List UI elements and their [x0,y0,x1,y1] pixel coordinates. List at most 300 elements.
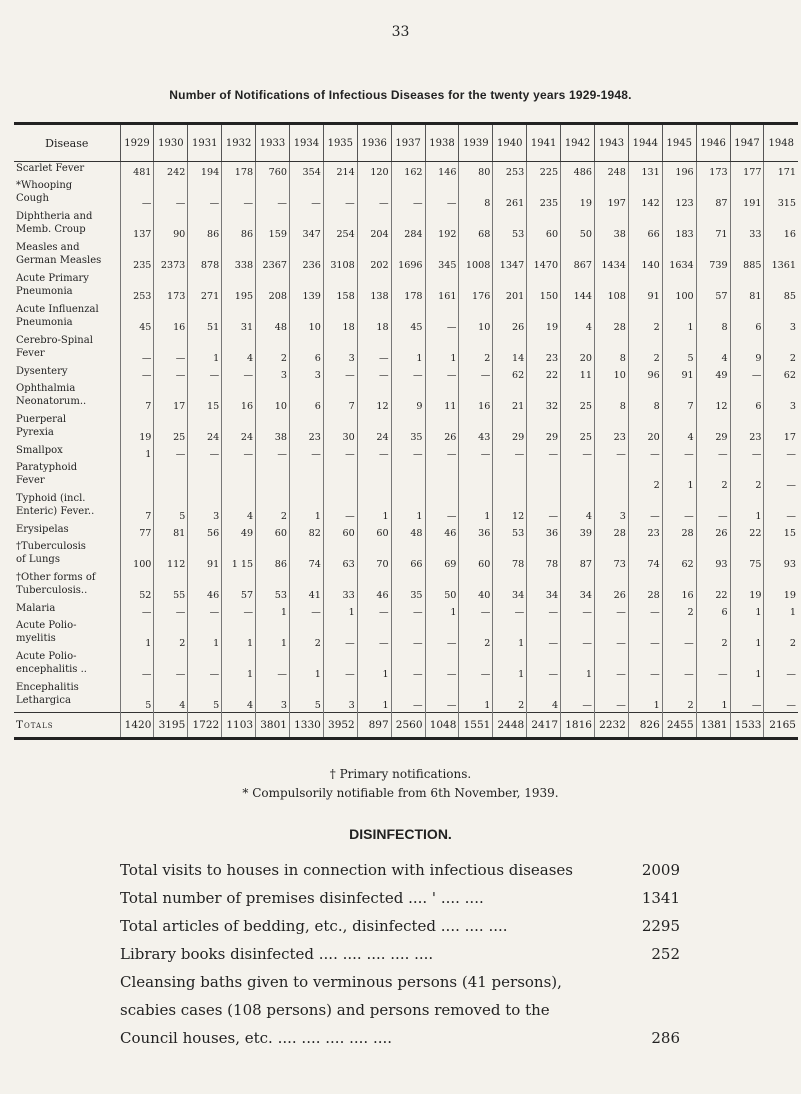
table-cell: 91 [188,540,222,571]
table-cell: — [561,681,595,713]
table-cell: 23 [628,523,662,540]
table-cell: 1 [493,619,527,650]
disease-name-line: Acute Polio- [16,651,77,662]
table-cell: — [628,619,662,650]
table-cell: 347 [289,210,323,241]
disease-name-line: of Lungs [16,554,60,565]
table-cell: 760 [256,162,290,180]
column-header-year: 1930 [154,125,188,162]
table-cell: — [594,602,628,619]
table-cell: — [696,444,730,461]
column-header-year: 1941 [527,125,561,162]
table-cell: 867 [561,241,595,272]
table-cell: 19 [561,179,595,210]
table-cell: 1 [391,334,425,365]
table-cell: 158 [323,272,357,303]
totals-cell: 2417 [527,713,561,739]
table-cell: — [527,444,561,461]
totals-cell: 1330 [289,713,323,739]
table-cell: 10 [256,382,290,413]
table-cell: 1 [493,650,527,681]
table-cell: — [730,365,764,382]
disease-name-line: Pneumonia [16,317,73,328]
table-cell: — [154,334,188,365]
table-cell: 56 [188,523,222,540]
table-cell: 16 [662,571,696,602]
table-cell: 284 [391,210,425,241]
disease-name [14,492,120,523]
table-cell: 21 [493,382,527,413]
table-cell: 22 [527,365,561,382]
table-cell: 33 [323,571,357,602]
table-cell: 70 [357,540,391,571]
table-cell: 1 [120,619,154,650]
table-cell: 90 [154,210,188,241]
table-cell: 197 [594,179,628,210]
table-cell: — [786,700,796,711]
table-cell: — [289,179,323,210]
table-cell: 77 [120,523,154,540]
table-cell: 60 [323,523,357,540]
table-cell: — [391,365,425,382]
disinfection-item [120,856,680,884]
table-cell: 49 [696,365,730,382]
totals-cell: 1722 [188,713,222,739]
table-cell: — [425,650,459,681]
table-cell: — [425,444,459,461]
table-cell: — [222,602,256,619]
disease-name-line: Measles and [16,242,80,253]
table-cell: — [786,449,796,460]
table-cell: 1 [561,650,595,681]
table-cell: — [154,650,188,681]
table-cell: 1 [628,681,662,713]
table-cell: 3 [256,365,290,382]
table-row [14,413,798,444]
table-cell: 5 [188,681,222,713]
table-cell: 19 [527,303,561,334]
column-header-year: 1948 [764,125,798,162]
table-cell: 19 [730,571,764,602]
table-cell: 20 [628,413,662,444]
table-cell: 878 [188,241,222,272]
table-cell [256,461,290,492]
disease-name-line: Enteric) Fever.. [16,506,95,517]
table-cell: — [188,650,222,681]
column-header-year: 1935 [323,125,357,162]
table-cell: 7 [120,382,154,413]
table-cell: — [120,179,154,210]
table-cell: 66 [391,540,425,571]
table-cell: 1 [696,681,730,713]
table-cell: 53 [493,210,527,241]
table-cell: 8 [594,334,628,365]
table-cell: 1470 [527,241,561,272]
table-row [14,162,798,180]
table-cell: 1 [425,334,459,365]
table-cell: 86 [256,540,290,571]
table-cell: 78 [493,540,527,571]
table-cell: 46 [188,571,222,602]
table-cell: 3 [789,401,796,412]
disease-name [14,681,120,713]
table-cell: 4 [696,334,730,365]
table-cell: 4 [527,681,561,713]
table-cell: — [256,179,290,210]
cleansing-line: Council houses, etc. .... .... .... .... .... [120,1029,393,1047]
disinfection-item [120,940,680,968]
table-row [14,334,798,365]
table-cell: — [561,602,595,619]
table-cell: — [323,365,357,382]
table-cell: — [459,602,493,619]
table-cell: 146 [425,162,459,180]
table-cell: 204 [357,210,391,241]
table-cell: — [357,334,391,365]
table-cell: 6 [289,334,323,365]
table-cell: — [323,650,357,681]
table-cell: 201 [493,272,527,303]
table-cell: 191 [730,179,764,210]
table-cell: — [256,444,290,461]
table-cell: — [561,619,595,650]
table-cell: 23 [730,413,764,444]
table-cell: 242 [154,162,188,180]
totals-label: Totals [14,713,120,739]
table-cell: — [188,602,222,619]
table-cell: 60 [459,540,493,571]
table-cell: 34 [493,571,527,602]
table-cell: 176 [459,272,493,303]
table-row [14,179,798,210]
totals-cell: 1103 [222,713,256,739]
disease-name-line: Paratyphoid [16,462,78,473]
table-cell: 81 [154,523,188,540]
table-cell: — [425,681,459,713]
table-cell: — [628,492,662,523]
table-cell: 1 [357,650,391,681]
table-cell: — [323,619,357,650]
table-cell: 23 [527,334,561,365]
footnote-compulsory: * Compulsorily notifiable from 6th November, 1939. [242,786,559,800]
table-cell: 1 [256,619,290,650]
table-cell: 194 [188,162,222,180]
disease-name-line: Cough [16,193,49,204]
table-cell: 82 [289,523,323,540]
disease-name-line: Memb. Croup [16,224,86,235]
disease-name-line: Acute Polio- [16,620,77,631]
table-cell: 93 [783,559,796,570]
table-cell [493,461,527,492]
disease-name [14,619,120,650]
table-cell [425,461,459,492]
table-cell: 15 [188,382,222,413]
table-title: Number of Notifications of Infectious Diseases for the twenty years 1929-1948. [169,88,632,102]
table-cell: 80 [459,162,493,180]
table-cell: — [289,602,323,619]
disease-name-line: †Other forms of [16,572,96,583]
table-cell: 236 [289,241,323,272]
totals-cell: 2560 [391,713,425,739]
notifications-table-wrapper [14,122,798,740]
table-cell: — [391,444,425,461]
table-cell: 171 [777,167,796,178]
table-cell: 26 [696,523,730,540]
table-cell: 87 [561,540,595,571]
table-cell: 46 [425,523,459,540]
disease-name-line: Cerebro-Spinal [16,335,93,346]
table-cell: 173 [154,272,188,303]
table-cell [222,461,256,492]
table-cell: 120 [357,162,391,180]
table-cell: 2 [662,681,696,713]
table-cell: 1 [730,650,764,681]
table-cell: 235 [120,241,154,272]
totals-cell: 2232 [594,713,628,739]
table-cell: — [662,650,696,681]
table-cell: 62 [493,365,527,382]
table-cell: 66 [628,210,662,241]
totals-cell: 2165 [764,713,798,739]
table-row [14,602,798,619]
table-cell: 1 [289,650,323,681]
table-cell: 25 [561,413,595,444]
table-cell: 96 [628,365,662,382]
table-cell: — [730,681,764,713]
table-cell: 2367 [256,241,290,272]
column-header-disease: Disease [14,125,120,162]
table-cell: 22 [730,523,764,540]
disease-name-line: myelitis [16,633,56,644]
table-cell: 214 [323,162,357,180]
page-number: 33 [391,24,410,40]
table-cell: 73 [594,540,628,571]
disinfection-item-value: 1341 [641,889,680,907]
table-cell: 23 [289,413,323,444]
table-cell: 9 [730,334,764,365]
table-cell: 196 [662,162,696,180]
table-cell: 78 [527,540,561,571]
table-cell: 1 [188,619,222,650]
table-cell: — [323,492,357,523]
table-cell: — [154,602,188,619]
table-cell: 1 [188,334,222,365]
disease-name-line: Fever [16,348,45,359]
table-cell: 35 [391,571,425,602]
table-cell [154,461,188,492]
table-cell: 253 [120,272,154,303]
table-cell: 345 [425,241,459,272]
notifications-table [14,125,798,740]
table-cell: 3 [323,681,357,713]
table-cell: — [154,444,188,461]
table-cell: 1 [323,602,357,619]
disease-name-line: Scarlet Fever [16,163,85,174]
column-header-year: 1947 [730,125,764,162]
table-cell: 12 [696,382,730,413]
table-cell: 2 [789,638,796,649]
column-header-year: 1929 [120,125,154,162]
table-cell: — [222,444,256,461]
table-cell: 261 [493,179,527,210]
table-cell: 159 [256,210,290,241]
table-cell: 4 [662,413,696,444]
table-cell: 26 [425,413,459,444]
table-cell: — [594,619,628,650]
table-cell: 10 [594,365,628,382]
table-cell: 1 [662,461,696,492]
table-cell: 8 [628,382,662,413]
header-row [14,125,798,162]
table-cell: — [323,444,357,461]
disease-name [14,210,120,241]
totals-cell: 1420 [120,713,154,739]
table-row [14,241,798,272]
table-cell: 2 [459,619,493,650]
table-cell: 24 [188,413,222,444]
table-cell: 4 [154,681,188,713]
table-cell: 45 [391,303,425,334]
disinfection-item [120,884,680,912]
table-cell: 24 [222,413,256,444]
table-cell: 139 [289,272,323,303]
disease-name [14,382,120,413]
table-cell: 45 [120,303,154,334]
totals-cell: 3952 [323,713,357,739]
table-cell: 11 [425,382,459,413]
table-cell: 60 [357,523,391,540]
table-cell: — [628,602,662,619]
disease-name [14,162,120,180]
table-row [14,365,798,382]
table-cell: 19 [783,590,796,601]
column-header-year: 1934 [289,125,323,162]
table-cell: 55 [154,571,188,602]
table-cell: 22 [696,571,730,602]
table-cell: 150 [527,272,561,303]
table-cell: 140 [628,241,662,272]
table-cell: 18 [357,303,391,334]
table-cell: 25 [561,382,595,413]
table-cell: — [662,619,696,650]
table-cell: — [594,650,628,681]
disease-name-line: Typhoid (incl. [16,493,86,504]
table-cell: 142 [628,179,662,210]
table-cell: 208 [256,272,290,303]
table-cell: 49 [222,523,256,540]
disease-name-line: Pyrexia [16,427,54,438]
table-cell: 86 [222,210,256,241]
table-cell: 178 [391,272,425,303]
table-cell: 2 [730,461,764,492]
disinfection-item-value: 286 [651,1029,680,1047]
table-cell: — [120,602,154,619]
table-row [14,540,798,571]
table-cell: — [696,650,730,681]
disease-name-line: Fever [16,475,45,486]
table-cell: 1 [730,619,764,650]
table-cell: 60 [256,523,290,540]
table-cell: 38 [256,413,290,444]
table-cell: 28 [594,303,628,334]
table-cell: 34 [527,571,561,602]
disease-name [14,444,120,461]
table-cell: — [730,444,764,461]
table-cell: 87 [696,179,730,210]
table-cell: 138 [357,272,391,303]
table-cell: — [120,650,154,681]
table-cell: — [459,444,493,461]
table-cell: 23 [594,413,628,444]
table-cell: 25 [154,413,188,444]
table-cell [120,461,154,492]
table-cell: 195 [222,272,256,303]
table-cell: 2 [256,492,290,523]
table-cell: 6 [730,303,764,334]
table-cell: 34 [561,571,595,602]
table-cell: 8 [594,382,628,413]
table-cell: 31 [222,303,256,334]
table-cell [188,461,222,492]
disease-name-line: Diphtheria and [16,211,93,222]
table-cell: 35 [391,413,425,444]
table-cell: 5 [289,681,323,713]
table-row [14,382,798,413]
table-cell: — [527,619,561,650]
table-cell: 86 [188,210,222,241]
table-cell: 1634 [662,241,696,272]
disease-name-line: Smallpox [16,445,63,456]
table-row [14,681,798,713]
table-cell: 112 [154,540,188,571]
table-cell: 1 [256,602,290,619]
table-cell: 7 [662,382,696,413]
table-cell: 1 [357,492,391,523]
table-cell: 19 [120,413,154,444]
table-cell: 253 [493,162,527,180]
disease-name [14,461,120,492]
table-cell: — [459,650,493,681]
table-cell [289,461,323,492]
disease-name [14,241,120,272]
column-header-year: 1943 [594,125,628,162]
table-cell: 93 [696,540,730,571]
column-header-year: 1944 [628,125,662,162]
cleansing-line: scabies cases (108 persons) and persons removed to the [120,1001,550,1019]
table-cell: 3 [323,334,357,365]
table-cell: 3 [789,322,796,333]
table-cell: 178 [222,162,256,180]
table-cell [561,461,595,492]
table-cell: 50 [425,571,459,602]
table-cell: 57 [696,272,730,303]
table-cell: 4 [222,492,256,523]
table-cell: 30 [323,413,357,444]
disinfection-heading: DISINFECTION. [349,826,452,842]
table-cell: — [188,179,222,210]
table-cell: — [222,179,256,210]
table-cell: 10 [459,303,493,334]
table-cell: 1361 [771,260,796,271]
totals-cell: 1048 [425,713,459,739]
table-cell: 11 [561,365,595,382]
disease-name-line: encephalitis .. [16,664,87,675]
table-cell: 1 [222,619,256,650]
table-cell: — [391,602,425,619]
table-cell: 40 [459,571,493,602]
disease-name-line: Dysentery [16,366,68,377]
table-cell: 68 [459,210,493,241]
